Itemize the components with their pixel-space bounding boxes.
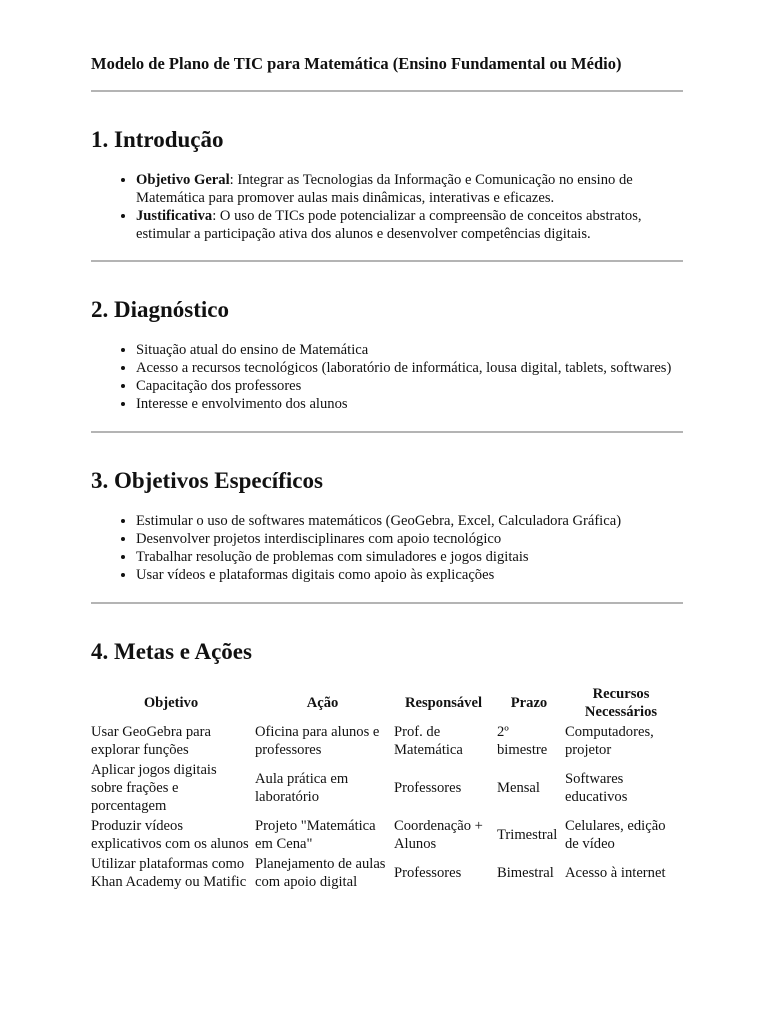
- table-cell: Planejamento de aulas com apoio digital: [255, 856, 386, 890]
- column-header-responsavel: Responsável: [404, 695, 483, 711]
- divider: [91, 90, 683, 92]
- table-cell: Oficina para alunos e professores: [255, 724, 380, 758]
- table-header-row: [89, 684, 679, 722]
- divider: [91, 602, 683, 604]
- document-title: Modelo de Plano de TIC para Matemática (Ensino Fundamental ou Médio): [91, 54, 622, 73]
- table-cell: Acesso à internet: [565, 865, 666, 881]
- list-item: • Situação atual do ensino de Matemática: [136, 341, 683, 359]
- metas-table: [89, 684, 679, 892]
- list-item: [136, 207, 683, 243]
- table-cell: Utilizar plataformas como Khan Academy ou Matific: [91, 856, 247, 890]
- introducao-list: [91, 171, 683, 243]
- column-header-prazo: Prazo: [510, 695, 548, 711]
- table-cell: Aula prática em laboratório: [255, 771, 349, 805]
- column-header-recursos: Recursos Necessários: [584, 686, 658, 720]
- section-heading-objetivos: 3. Objetivos Específicos: [91, 468, 323, 493]
- table-cell: 2º bimestre: [497, 724, 548, 758]
- item-text: : Integrar as Tecnologias da Informação e Comunicação no ensino de Matemática para promover aulas mais dinâmicas, interativas e eficazes.: [136, 172, 633, 206]
- table-row: [89, 854, 679, 892]
- table-cell: Softwares educativos: [565, 771, 628, 805]
- list-item: • Interesse e envolvimento dos alunos: [136, 395, 683, 413]
- table-cell: Aplicar jogos digitais sobre frações e porcentagem: [91, 762, 217, 814]
- list-item: [136, 171, 683, 207]
- list-item: • Capacitação dos professores: [136, 377, 683, 395]
- table-cell: Coordenação + Alunos: [394, 818, 483, 852]
- table-row: [89, 816, 679, 854]
- section-heading-introducao: 1. Introdução: [91, 127, 224, 152]
- table-row: [89, 760, 679, 816]
- list-item: • Acesso a recursos tecnológicos (laboratório de informática, lousa digital, tablets, softwares): [136, 359, 683, 377]
- table-cell: Professores: [394, 865, 462, 881]
- table-cell: Professores: [394, 780, 462, 796]
- list-item: • Estimular o uso de softwares matemáticos (GeoGebra, Excel, Calculadora Gráfica): [136, 512, 683, 530]
- table-cell: Celulares, edição de vídeo: [565, 818, 666, 852]
- objetivos-list: [91, 512, 683, 584]
- item-label: Objetivo Geral: [136, 172, 230, 188]
- column-header-acao: Ação: [306, 695, 339, 711]
- item-text: : O uso de TICs pode potencializar a compreensão de conceitos abstratos, estimular a participação ativa dos alunos e desenvolver competências digitais.: [136, 208, 642, 242]
- table-row: [89, 722, 679, 760]
- list-item: • Desenvolver projetos interdisciplinares com apoio tecnológico: [136, 530, 683, 548]
- table-cell: Projeto "Matemática em Cena": [255, 818, 376, 852]
- section-heading-metas: 4. Metas e Ações: [91, 639, 252, 664]
- table-cell: Usar GeoGebra para explorar funções: [91, 724, 211, 758]
- list-item: • Trabalhar resolução de problemas com simuladores e jogos digitais: [136, 548, 683, 566]
- list-item: • Usar vídeos e plataformas digitais como apoio às explicações: [136, 566, 683, 584]
- table-cell: Bimestral: [497, 865, 554, 881]
- divider: [91, 431, 683, 433]
- table-cell: Prof. de Matemática: [394, 724, 463, 758]
- table-cell: Mensal: [497, 780, 540, 796]
- table-cell: Computadores, projetor: [565, 724, 654, 758]
- diagnostico-list: [91, 341, 683, 413]
- table-cell: Produzir vídeos explicativos com os alunos: [91, 818, 249, 852]
- section-heading-diagnostico: 2. Diagnóstico: [91, 297, 229, 322]
- column-header-objetivo: Objetivo: [143, 695, 199, 711]
- divider: [91, 260, 683, 262]
- table-cell: Trimestral: [497, 827, 558, 843]
- item-label: Justificativa: [136, 208, 213, 224]
